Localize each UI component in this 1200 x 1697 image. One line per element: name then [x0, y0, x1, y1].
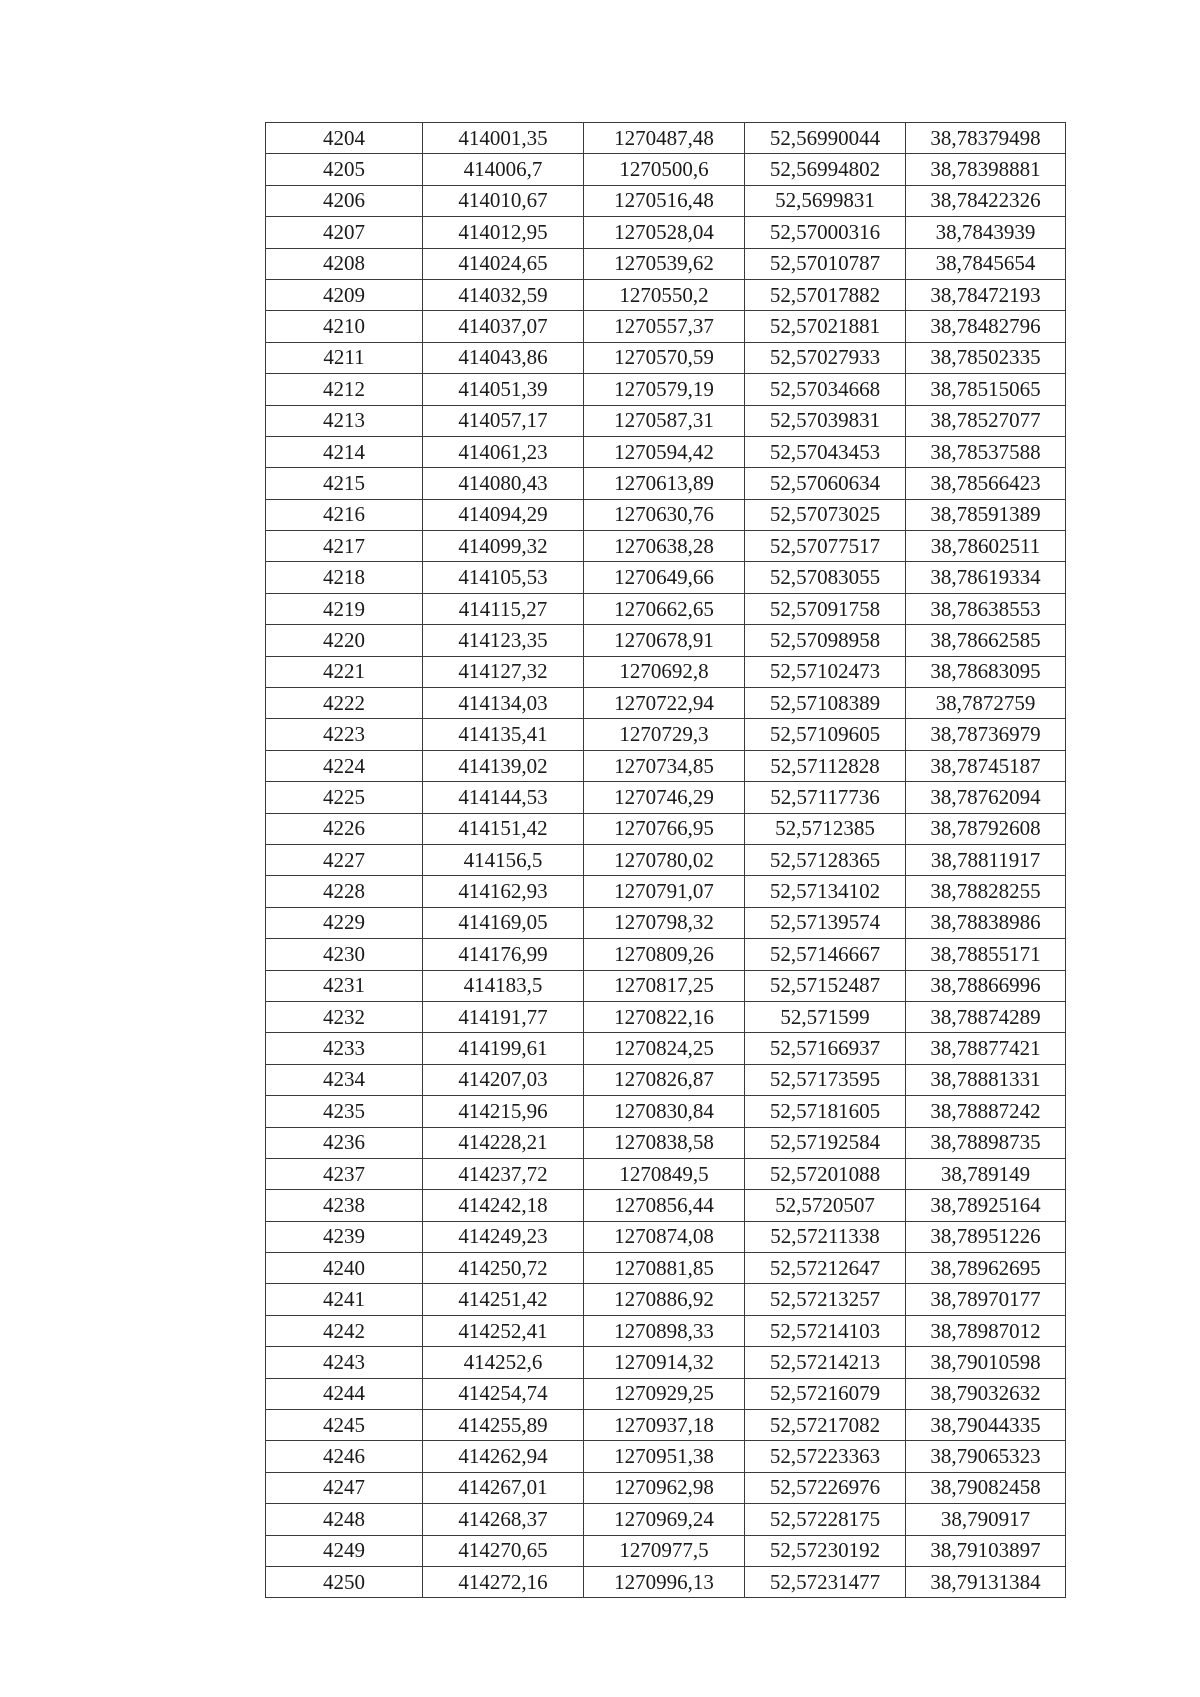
longitude-cell: 38,78537588	[906, 436, 1066, 467]
y-coordinate-cell: 1270856,44	[584, 1190, 745, 1221]
x-coordinate-cell: 414006,7	[423, 154, 584, 185]
x-coordinate-cell: 414105,53	[423, 562, 584, 593]
table-row	[266, 1378, 1066, 1409]
longitude-cell: 38,78683095	[906, 656, 1066, 687]
longitude-cell: 38,78987012	[906, 1315, 1066, 1346]
point-number-cell: 4236	[266, 1127, 423, 1158]
x-coordinate-cell: 414262,94	[423, 1441, 584, 1472]
x-coordinate-cell: 414099,32	[423, 531, 584, 562]
point-number-cell: 4247	[266, 1472, 423, 1503]
x-coordinate-cell: 414051,39	[423, 374, 584, 405]
table-row	[266, 311, 1066, 342]
point-number-cell: 4206	[266, 185, 423, 216]
table-row	[266, 154, 1066, 185]
longitude-cell: 38,78811917	[906, 844, 1066, 875]
point-number-cell: 4212	[266, 374, 423, 405]
x-coordinate-cell: 414061,23	[423, 436, 584, 467]
longitude-cell: 38,78662585	[906, 625, 1066, 656]
x-coordinate-cell: 414144,53	[423, 782, 584, 813]
longitude-cell: 38,79010598	[906, 1347, 1066, 1378]
latitude-cell: 52,57228175	[745, 1504, 906, 1535]
latitude-cell: 52,57166937	[745, 1033, 906, 1064]
table-row	[266, 907, 1066, 938]
latitude-cell: 52,57226976	[745, 1472, 906, 1503]
y-coordinate-cell: 1270886,92	[584, 1284, 745, 1315]
point-number-cell: 4240	[266, 1253, 423, 1284]
y-coordinate-cell: 1270766,95	[584, 813, 745, 844]
table-row	[266, 1096, 1066, 1127]
x-coordinate-cell: 414176,99	[423, 939, 584, 970]
x-coordinate-cell: 414215,96	[423, 1096, 584, 1127]
point-number-cell: 4228	[266, 876, 423, 907]
point-number-cell: 4215	[266, 468, 423, 499]
latitude-cell: 52,57117736	[745, 782, 906, 813]
point-number-cell: 4211	[266, 342, 423, 373]
y-coordinate-cell: 1270951,38	[584, 1441, 745, 1472]
longitude-cell: 38,78828255	[906, 876, 1066, 907]
latitude-cell: 52,57128365	[745, 844, 906, 875]
x-coordinate-cell: 414191,77	[423, 1001, 584, 1032]
y-coordinate-cell: 1270587,31	[584, 405, 745, 436]
x-coordinate-cell: 414228,21	[423, 1127, 584, 1158]
y-coordinate-cell: 1270809,26	[584, 939, 745, 970]
x-coordinate-cell: 414037,07	[423, 311, 584, 342]
y-coordinate-cell: 1270826,87	[584, 1064, 745, 1095]
longitude-cell: 38,78602511	[906, 531, 1066, 562]
y-coordinate-cell: 1270838,58	[584, 1127, 745, 1158]
x-coordinate-cell: 414162,93	[423, 876, 584, 907]
y-coordinate-cell: 1270830,84	[584, 1096, 745, 1127]
x-coordinate-cell: 414268,37	[423, 1504, 584, 1535]
longitude-cell: 38,78866996	[906, 970, 1066, 1001]
y-coordinate-cell: 1270996,13	[584, 1566, 745, 1597]
longitude-cell: 38,78970177	[906, 1284, 1066, 1315]
y-coordinate-cell: 1270929,25	[584, 1378, 745, 1409]
longitude-cell: 38,78591389	[906, 499, 1066, 530]
table-row	[266, 844, 1066, 875]
table-row	[266, 1441, 1066, 1472]
latitude-cell: 52,57152487	[745, 970, 906, 1001]
x-coordinate-cell: 414024,65	[423, 248, 584, 279]
y-coordinate-cell: 1270937,18	[584, 1410, 745, 1441]
latitude-cell: 52,571599	[745, 1001, 906, 1032]
point-number-cell: 4250	[266, 1566, 423, 1597]
longitude-cell: 38,78736979	[906, 719, 1066, 750]
table-row	[266, 217, 1066, 248]
y-coordinate-cell: 1270734,85	[584, 750, 745, 781]
point-number-cell: 4223	[266, 719, 423, 750]
latitude-cell: 52,57181605	[745, 1096, 906, 1127]
x-coordinate-cell: 414183,5	[423, 970, 584, 1001]
longitude-cell: 38,78874289	[906, 1001, 1066, 1032]
table-row	[266, 1253, 1066, 1284]
table-row	[266, 1158, 1066, 1189]
table-row	[266, 939, 1066, 970]
point-number-cell: 4245	[266, 1410, 423, 1441]
latitude-cell: 52,57211338	[745, 1221, 906, 1252]
longitude-cell: 38,78855171	[906, 939, 1066, 970]
longitude-cell: 38,78472193	[906, 279, 1066, 310]
point-number-cell: 4219	[266, 593, 423, 624]
y-coordinate-cell: 1270722,94	[584, 688, 745, 719]
longitude-cell: 38,78881331	[906, 1064, 1066, 1095]
latitude-cell: 52,57213257	[745, 1284, 906, 1315]
x-coordinate-cell: 414237,72	[423, 1158, 584, 1189]
latitude-cell: 52,57000316	[745, 217, 906, 248]
point-number-cell: 4217	[266, 531, 423, 562]
point-number-cell: 4231	[266, 970, 423, 1001]
longitude-cell: 38,79131384	[906, 1566, 1066, 1597]
latitude-cell: 52,57231477	[745, 1566, 906, 1597]
table-row	[266, 1566, 1066, 1597]
point-number-cell: 4237	[266, 1158, 423, 1189]
longitude-cell: 38,78482796	[906, 311, 1066, 342]
y-coordinate-cell: 1270579,19	[584, 374, 745, 405]
longitude-cell: 38,78638553	[906, 593, 1066, 624]
longitude-cell: 38,78422326	[906, 185, 1066, 216]
longitude-cell: 38,78762094	[906, 782, 1066, 813]
y-coordinate-cell: 1270914,32	[584, 1347, 745, 1378]
y-coordinate-cell: 1270638,28	[584, 531, 745, 562]
table-row	[266, 1001, 1066, 1032]
latitude-cell: 52,57027933	[745, 342, 906, 373]
longitude-cell: 38,7872759	[906, 688, 1066, 719]
latitude-cell: 52,57039831	[745, 405, 906, 436]
coordinates-table	[265, 122, 1066, 1598]
x-coordinate-cell: 414135,41	[423, 719, 584, 750]
y-coordinate-cell: 1270780,02	[584, 844, 745, 875]
x-coordinate-cell: 414169,05	[423, 907, 584, 938]
y-coordinate-cell: 1270898,33	[584, 1315, 745, 1346]
table-row	[266, 688, 1066, 719]
y-coordinate-cell: 1270977,5	[584, 1535, 745, 1566]
latitude-cell: 52,57139574	[745, 907, 906, 938]
latitude-cell: 52,57077517	[745, 531, 906, 562]
x-coordinate-cell: 414255,89	[423, 1410, 584, 1441]
point-number-cell: 4234	[266, 1064, 423, 1095]
latitude-cell: 52,57010787	[745, 248, 906, 279]
latitude-cell: 52,5720507	[745, 1190, 906, 1221]
y-coordinate-cell: 1270539,62	[584, 248, 745, 279]
latitude-cell: 52,57212647	[745, 1253, 906, 1284]
table-row	[266, 1410, 1066, 1441]
latitude-cell: 52,57146667	[745, 939, 906, 970]
longitude-cell: 38,78515065	[906, 374, 1066, 405]
longitude-cell: 38,78619334	[906, 562, 1066, 593]
y-coordinate-cell: 1270630,76	[584, 499, 745, 530]
longitude-cell: 38,7845654	[906, 248, 1066, 279]
longitude-cell: 38,78398881	[906, 154, 1066, 185]
longitude-cell: 38,7843939	[906, 217, 1066, 248]
y-coordinate-cell: 1270969,24	[584, 1504, 745, 1535]
x-coordinate-cell: 414272,16	[423, 1566, 584, 1597]
longitude-cell: 38,790917	[906, 1504, 1066, 1535]
point-number-cell: 4220	[266, 625, 423, 656]
longitude-cell: 38,78502335	[906, 342, 1066, 373]
latitude-cell: 52,57201088	[745, 1158, 906, 1189]
table-row	[266, 123, 1066, 154]
table-row	[266, 1284, 1066, 1315]
point-number-cell: 4209	[266, 279, 423, 310]
table-row	[266, 562, 1066, 593]
latitude-cell: 52,57216079	[745, 1378, 906, 1409]
point-number-cell: 4238	[266, 1190, 423, 1221]
y-coordinate-cell: 1270662,65	[584, 593, 745, 624]
table-row	[266, 813, 1066, 844]
point-number-cell: 4225	[266, 782, 423, 813]
point-number-cell: 4242	[266, 1315, 423, 1346]
point-number-cell: 4204	[266, 123, 423, 154]
longitude-cell: 38,78951226	[906, 1221, 1066, 1252]
x-coordinate-cell: 414249,23	[423, 1221, 584, 1252]
point-number-cell: 4216	[266, 499, 423, 530]
point-number-cell: 4246	[266, 1441, 423, 1472]
point-number-cell: 4205	[266, 154, 423, 185]
table-row	[266, 531, 1066, 562]
y-coordinate-cell: 1270791,07	[584, 876, 745, 907]
x-coordinate-cell: 414032,59	[423, 279, 584, 310]
latitude-cell: 52,5712385	[745, 813, 906, 844]
latitude-cell: 52,57134102	[745, 876, 906, 907]
y-coordinate-cell: 1270849,5	[584, 1158, 745, 1189]
x-coordinate-cell: 414207,03	[423, 1064, 584, 1095]
y-coordinate-cell: 1270516,48	[584, 185, 745, 216]
y-coordinate-cell: 1270550,2	[584, 279, 745, 310]
latitude-cell: 52,57098958	[745, 625, 906, 656]
table-row	[266, 625, 1066, 656]
point-number-cell: 4239	[266, 1221, 423, 1252]
point-number-cell: 4229	[266, 907, 423, 938]
y-coordinate-cell: 1270824,25	[584, 1033, 745, 1064]
table-row	[266, 468, 1066, 499]
latitude-cell: 52,57083055	[745, 562, 906, 593]
latitude-cell: 52,57017882	[745, 279, 906, 310]
x-coordinate-cell: 414270,65	[423, 1535, 584, 1566]
y-coordinate-cell: 1270613,89	[584, 468, 745, 499]
table-row	[266, 1535, 1066, 1566]
x-coordinate-cell: 414139,02	[423, 750, 584, 781]
y-coordinate-cell: 1270500,6	[584, 154, 745, 185]
y-coordinate-cell: 1270746,29	[584, 782, 745, 813]
x-coordinate-cell: 414252,6	[423, 1347, 584, 1378]
y-coordinate-cell: 1270874,08	[584, 1221, 745, 1252]
y-coordinate-cell: 1270798,32	[584, 907, 745, 938]
y-coordinate-cell: 1270729,3	[584, 719, 745, 750]
latitude-cell: 52,57073025	[745, 499, 906, 530]
point-number-cell: 4222	[266, 688, 423, 719]
latitude-cell: 52,57112828	[745, 750, 906, 781]
y-coordinate-cell: 1270570,59	[584, 342, 745, 373]
y-coordinate-cell: 1270817,25	[584, 970, 745, 1001]
y-coordinate-cell: 1270557,37	[584, 311, 745, 342]
longitude-cell: 38,79032632	[906, 1378, 1066, 1409]
x-coordinate-cell: 414242,18	[423, 1190, 584, 1221]
point-number-cell: 4243	[266, 1347, 423, 1378]
point-number-cell: 4244	[266, 1378, 423, 1409]
table-row	[266, 656, 1066, 687]
table-row	[266, 436, 1066, 467]
point-number-cell: 4221	[266, 656, 423, 687]
latitude-cell: 52,57223363	[745, 1441, 906, 1472]
table-row	[266, 970, 1066, 1001]
latitude-cell: 52,57021881	[745, 311, 906, 342]
x-coordinate-cell: 414080,43	[423, 468, 584, 499]
latitude-cell: 52,57108389	[745, 688, 906, 719]
table-row	[266, 1315, 1066, 1346]
longitude-cell: 38,78745187	[906, 750, 1066, 781]
point-number-cell: 4233	[266, 1033, 423, 1064]
latitude-cell: 52,57192584	[745, 1127, 906, 1158]
longitude-cell: 38,79065323	[906, 1441, 1066, 1472]
latitude-cell: 52,57214213	[745, 1347, 906, 1378]
point-number-cell: 4235	[266, 1096, 423, 1127]
latitude-cell: 52,57109605	[745, 719, 906, 750]
table-row	[266, 499, 1066, 530]
table-row	[266, 1064, 1066, 1095]
point-number-cell: 4208	[266, 248, 423, 279]
table-row	[266, 185, 1066, 216]
point-number-cell: 4241	[266, 1284, 423, 1315]
y-coordinate-cell: 1270594,42	[584, 436, 745, 467]
table-row	[266, 1127, 1066, 1158]
y-coordinate-cell: 1270822,16	[584, 1001, 745, 1032]
latitude-cell: 52,57060634	[745, 468, 906, 499]
y-coordinate-cell: 1270487,48	[584, 123, 745, 154]
latitude-cell: 52,57230192	[745, 1535, 906, 1566]
x-coordinate-cell: 414094,29	[423, 499, 584, 530]
y-coordinate-cell: 1270881,85	[584, 1253, 745, 1284]
longitude-cell: 38,79044335	[906, 1410, 1066, 1441]
x-coordinate-cell: 414123,35	[423, 625, 584, 656]
latitude-cell: 52,57034668	[745, 374, 906, 405]
table-row	[266, 1221, 1066, 1252]
table-row	[266, 405, 1066, 436]
longitude-cell: 38,79103897	[906, 1535, 1066, 1566]
latitude-cell: 52,57102473	[745, 656, 906, 687]
longitude-cell: 38,78792608	[906, 813, 1066, 844]
longitude-cell: 38,78877421	[906, 1033, 1066, 1064]
point-number-cell: 4224	[266, 750, 423, 781]
x-coordinate-cell: 414267,01	[423, 1472, 584, 1503]
x-coordinate-cell: 414251,42	[423, 1284, 584, 1315]
longitude-cell: 38,78379498	[906, 123, 1066, 154]
x-coordinate-cell: 414043,86	[423, 342, 584, 373]
latitude-cell: 52,5699831	[745, 185, 906, 216]
y-coordinate-cell: 1270678,91	[584, 625, 745, 656]
point-number-cell: 4249	[266, 1535, 423, 1566]
table-row	[266, 1347, 1066, 1378]
latitude-cell: 52,57173595	[745, 1064, 906, 1095]
latitude-cell: 52,57043453	[745, 436, 906, 467]
point-number-cell: 4226	[266, 813, 423, 844]
x-coordinate-cell: 414012,95	[423, 217, 584, 248]
x-coordinate-cell: 414254,74	[423, 1378, 584, 1409]
y-coordinate-cell: 1270692,8	[584, 656, 745, 687]
point-number-cell: 4232	[266, 1001, 423, 1032]
latitude-cell: 52,56994802	[745, 154, 906, 185]
point-number-cell: 4218	[266, 562, 423, 593]
x-coordinate-cell: 414057,17	[423, 405, 584, 436]
y-coordinate-cell: 1270528,04	[584, 217, 745, 248]
table-row	[266, 374, 1066, 405]
longitude-cell: 38,78838986	[906, 907, 1066, 938]
longitude-cell: 38,78925164	[906, 1190, 1066, 1221]
point-number-cell: 4214	[266, 436, 423, 467]
table-row	[266, 1033, 1066, 1064]
x-coordinate-cell: 414127,32	[423, 656, 584, 687]
x-coordinate-cell: 414250,72	[423, 1253, 584, 1284]
x-coordinate-cell: 414151,42	[423, 813, 584, 844]
table-row	[266, 342, 1066, 373]
table-row	[266, 782, 1066, 813]
table-row	[266, 876, 1066, 907]
y-coordinate-cell: 1270649,66	[584, 562, 745, 593]
x-coordinate-cell: 414134,03	[423, 688, 584, 719]
x-coordinate-cell: 414199,61	[423, 1033, 584, 1064]
longitude-cell: 38,78527077	[906, 405, 1066, 436]
table-row	[266, 1472, 1066, 1503]
table-row	[266, 719, 1066, 750]
point-number-cell: 4227	[266, 844, 423, 875]
x-coordinate-cell: 414156,5	[423, 844, 584, 875]
point-number-cell: 4207	[266, 217, 423, 248]
x-coordinate-cell: 414252,41	[423, 1315, 584, 1346]
x-coordinate-cell: 414001,35	[423, 123, 584, 154]
longitude-cell: 38,78898735	[906, 1127, 1066, 1158]
longitude-cell: 38,78962695	[906, 1253, 1066, 1284]
x-coordinate-cell: 414115,27	[423, 593, 584, 624]
longitude-cell: 38,78566423	[906, 468, 1066, 499]
point-number-cell: 4248	[266, 1504, 423, 1535]
y-coordinate-cell: 1270962,98	[584, 1472, 745, 1503]
x-coordinate-cell: 414010,67	[423, 185, 584, 216]
latitude-cell: 52,57217082	[745, 1410, 906, 1441]
table-row	[266, 279, 1066, 310]
point-number-cell: 4210	[266, 311, 423, 342]
latitude-cell: 52,57091758	[745, 593, 906, 624]
longitude-cell: 38,78887242	[906, 1096, 1066, 1127]
table-row	[266, 593, 1066, 624]
latitude-cell: 52,57214103	[745, 1315, 906, 1346]
table-row	[266, 248, 1066, 279]
table-row	[266, 1504, 1066, 1535]
point-number-cell: 4213	[266, 405, 423, 436]
longitude-cell: 38,79082458	[906, 1472, 1066, 1503]
table-row	[266, 750, 1066, 781]
coordinates-table-body	[266, 123, 1066, 1598]
longitude-cell: 38,789149	[906, 1158, 1066, 1189]
point-number-cell: 4230	[266, 939, 423, 970]
latitude-cell: 52,56990044	[745, 123, 906, 154]
table-row	[266, 1190, 1066, 1221]
